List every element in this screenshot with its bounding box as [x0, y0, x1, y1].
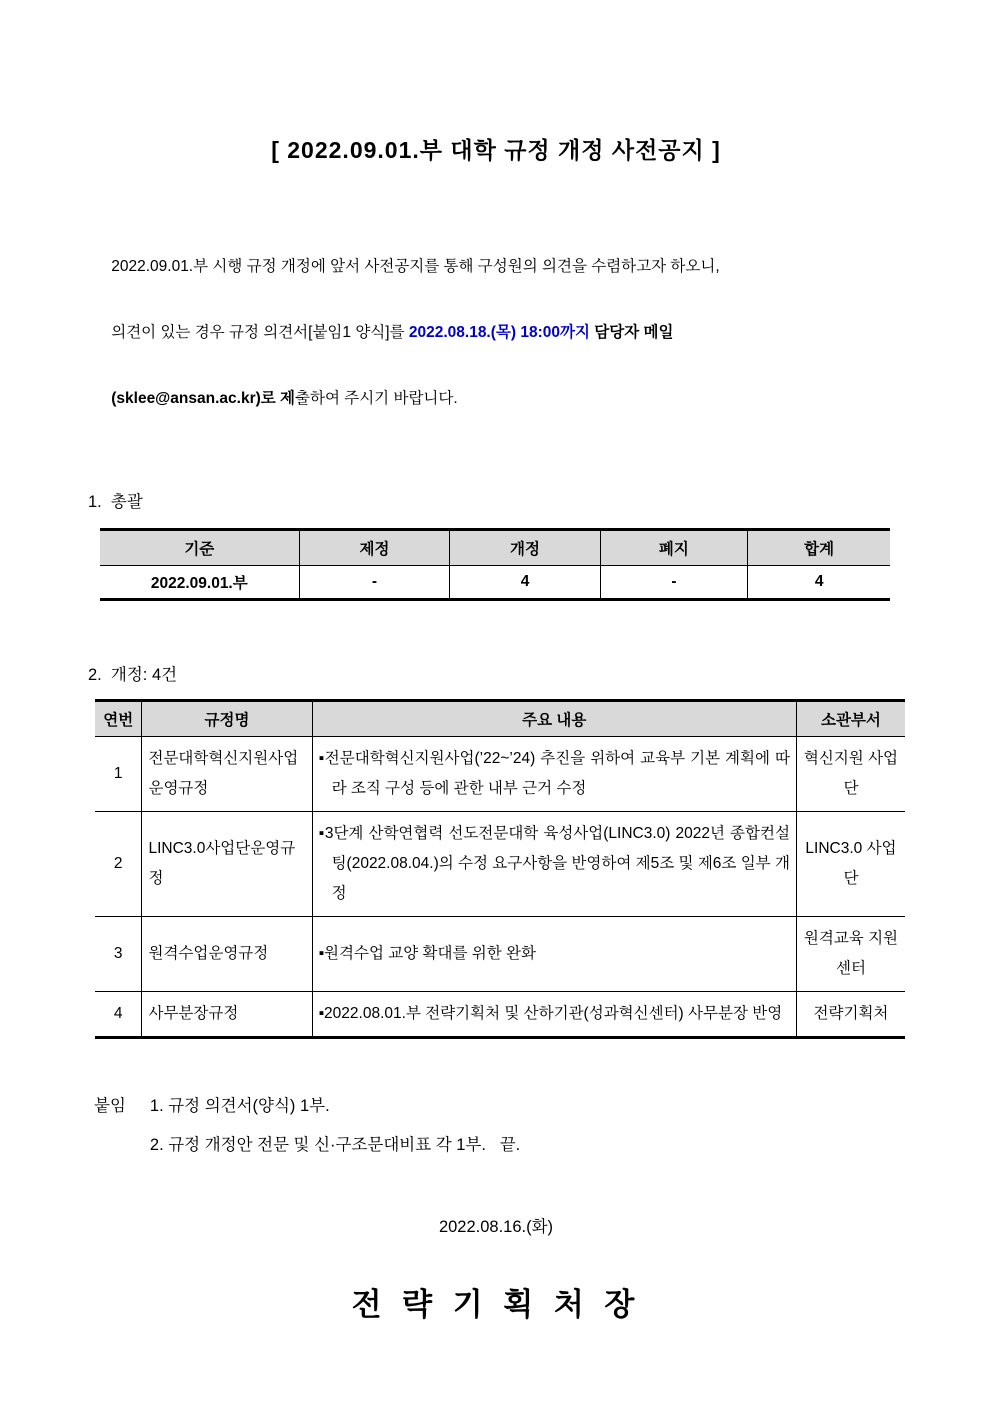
- amendments-col-name: 규정명: [142, 701, 312, 737]
- table-row: [95, 992, 905, 1038]
- intro-line2-post: 담당자 메일: [589, 324, 674, 341]
- summary-col-basis: 기준: [100, 530, 299, 566]
- amendments-table-header-row: [95, 701, 905, 737]
- summary-enacted-value: -: [299, 566, 450, 600]
- summary-col-amended: 개정: [450, 530, 600, 566]
- intro-line1: 2022.09.01.부 시행 규정 개정에 앞서 사전공지를 통해 구성원의 의견을 수렴하고자 하오니,: [111, 258, 720, 275]
- table-row: [95, 917, 905, 992]
- section2-heading: 2. 개정: 4건: [88, 666, 178, 684]
- attachments-label: 붙임: [94, 1097, 126, 1115]
- summary-total-value: 4: [748, 566, 890, 600]
- summary-amended-value: 4: [450, 566, 600, 600]
- summary-table: [100, 528, 890, 601]
- attachments-list: [150, 1087, 520, 1165]
- amendments-col-dept: 소관부서: [796, 701, 905, 737]
- table-row: [95, 737, 905, 812]
- summary-table-row: [100, 566, 890, 600]
- bullet-item: ▪2022.08.01.부 전략기획처 및 산하기관(성과혁신센터) 사무분장 반영: [318, 1005, 783, 1022]
- row-no: 2: [95, 812, 142, 917]
- page-title: [ 2022.09.01.부 대학 규정 개정 사전공지 ]: [271, 137, 721, 163]
- intro-line3-rest: 출하여 주시기 바랍니다.: [295, 390, 458, 407]
- summary-col-abolished: 폐지: [600, 530, 748, 566]
- regulation-name: 전문대학혁신지원사업운영규정: [142, 737, 312, 812]
- bullet-item: ▪원격수업 교양 확대를 위한 완화: [318, 945, 536, 962]
- bullet-item: ▪전문대학혁신지원사업(’22~’24) 추진을 위하여 교육부 기본 계획에 따라 조직 구성 등에 관한 내부 근거 수정: [318, 750, 790, 797]
- intro-line2-pre: 의견이 있는 경우 규정 의견서[붙임1 양식]를: [111, 324, 409, 341]
- summary-basis-value: 2022.09.01.부: [150, 575, 248, 592]
- regulation-name: 사무분장규정: [142, 992, 312, 1038]
- department: 혁신지원 사업단: [796, 737, 905, 812]
- department: LINC3.0 사업단: [796, 812, 905, 917]
- section1-heading: 1. 총괄: [88, 493, 143, 511]
- main-content: [312, 917, 796, 992]
- row-no: 1: [95, 737, 142, 812]
- row-no: 4: [95, 992, 142, 1038]
- contact-email: (sklee@ansan.ac.kr)로 제: [111, 390, 296, 407]
- table-row: [95, 812, 905, 917]
- row-no: 3: [95, 917, 142, 992]
- department: 전략기획처: [796, 992, 905, 1038]
- main-content: [312, 992, 796, 1038]
- attachment-item-1: 1. 규정 의견서(양식) 1부.: [149, 1097, 330, 1115]
- attachment-item-2: 2. 규정 개정안 전문 및 신·구조문대비표 각 1부. 끝.: [149, 1136, 521, 1154]
- main-content: [312, 812, 796, 917]
- amendments-table: [95, 699, 905, 1039]
- attachments-block: [94, 1087, 992, 1165]
- summary-col-total: 합계: [748, 530, 890, 566]
- regulation-name: LINC3.0사업단운영규정: [142, 812, 312, 917]
- deadline-highlight: 2022.08.18.(목) 18:00까지: [408, 324, 590, 341]
- summary-table-header-row: [100, 530, 890, 566]
- regulation-name: 원격수업운영규정: [142, 917, 312, 992]
- department: 원격교육 지원센터: [796, 917, 905, 992]
- bullet-item: ▪3단계 산학연협력 선도전문대학 육성사업(LINC3.0) 2022년 종합컨설팅(2022.08.04.)의 수정 요구사항을 반영하여 제5조 및 제6조 일부 개정: [318, 825, 790, 902]
- summary-abolished-value: -: [600, 566, 748, 600]
- amendments-col-content: 주요 내용: [312, 701, 796, 737]
- main-content: [312, 737, 796, 812]
- signature-title: 전 략 기 획 처 장: [351, 1287, 641, 1322]
- amendments-col-no: 연번: [95, 701, 142, 737]
- summary-col-enacted: 제정: [299, 530, 450, 566]
- document-date: 2022.08.16.(화): [438, 1218, 554, 1236]
- intro-paragraph: [94, 217, 900, 448]
